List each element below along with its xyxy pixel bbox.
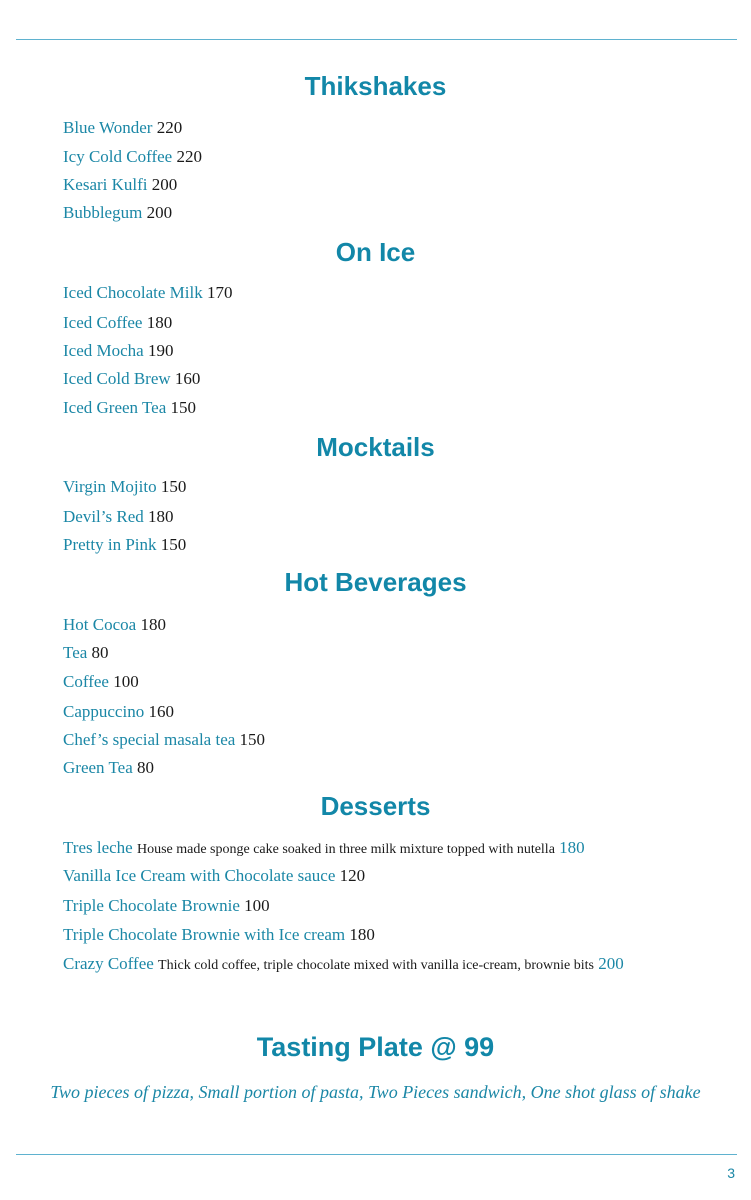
item-price: 150 — [170, 398, 197, 417]
item-name: Bubblegum — [63, 203, 143, 222]
item-price: 180 — [148, 507, 174, 526]
item-name: Blue Wonder — [63, 118, 153, 137]
item-name: Triple Chocolate Brownie — [63, 896, 240, 915]
item-name: Triple Chocolate Brownie with Ice cream — [63, 925, 346, 944]
item-name: Chef’s special masala tea — [63, 730, 236, 749]
item-name: Crazy Coffee — [63, 954, 154, 973]
item-name: Pretty in Pink — [63, 535, 157, 554]
menu-item — [63, 837, 585, 861]
menu-item — [63, 202, 172, 224]
section-title-thikshakes: Thikshakes — [304, 71, 447, 101]
tasting-plate-title: Tasting Plate @ 99 — [256, 1032, 495, 1062]
item-price: 170 — [207, 283, 233, 302]
item-name: Vanilla Ice Cream with Chocolate sauce — [63, 866, 336, 885]
item-name: Virgin Mojito — [63, 477, 157, 496]
item-price: 220 — [176, 147, 202, 166]
menu-item — [63, 174, 177, 196]
menu-item — [63, 282, 233, 304]
item-name: Tres leche — [63, 838, 133, 857]
menu-item — [63, 397, 196, 419]
menu-item — [63, 924, 375, 946]
item-description: House made sponge cake soaked in three milk mixture topped with nutella — [136, 842, 555, 857]
page-number: 3 — [727, 1165, 735, 1181]
section-title-on-ice: On Ice — [335, 237, 416, 267]
item-price: 120 — [339, 866, 366, 885]
item-price: 150 — [160, 535, 187, 554]
menu-item — [63, 729, 265, 751]
item-price: 180 — [559, 838, 585, 857]
item-price: 80 — [137, 758, 155, 777]
item-name: Icy Cold Coffee — [63, 147, 173, 166]
menu-item — [63, 534, 186, 556]
item-description: Thick cold coffee, triple chocolate mixed with vanilla ice-cream, brownie bits — [158, 958, 594, 973]
menu-item — [63, 953, 624, 977]
menu-item — [63, 340, 173, 362]
menu-item — [63, 614, 166, 636]
item-price: 80 — [91, 643, 109, 662]
menu-item — [63, 865, 365, 887]
item-price: 180 — [349, 925, 375, 944]
item-name: Tea — [63, 643, 88, 662]
section-title-mocktails: Mocktails — [316, 432, 435, 462]
item-price: 100 — [244, 896, 270, 915]
item-name: Iced Cold Brew — [63, 369, 171, 388]
item-price: 200 — [151, 175, 178, 194]
top-divider — [16, 39, 737, 40]
item-name: Kesari Kulfi — [63, 175, 148, 194]
section-title-hot-beverages: Hot Beverages — [284, 567, 467, 597]
menu-item — [63, 757, 154, 779]
item-price: 160 — [148, 702, 174, 721]
menu-item — [63, 895, 270, 917]
section-title-desserts: Desserts — [320, 791, 431, 821]
item-price: 180 — [140, 615, 166, 634]
item-name: Cappuccino — [63, 702, 145, 721]
item-name: Iced Green Tea — [63, 398, 167, 417]
item-price: 200 — [598, 954, 624, 973]
item-name: Green Tea — [63, 758, 133, 777]
menu-item — [63, 476, 186, 498]
menu-item — [63, 701, 174, 723]
item-price: 220 — [156, 118, 183, 137]
item-price: 180 — [146, 313, 173, 332]
menu-item — [63, 117, 182, 139]
item-price: 190 — [147, 341, 174, 360]
item-name: Hot Cocoa — [63, 615, 137, 634]
item-name: Iced Mocha — [63, 341, 144, 360]
item-price: 100 — [113, 672, 139, 691]
item-name: Coffee — [63, 672, 109, 691]
menu-item — [63, 506, 174, 528]
item-price: 150 — [239, 730, 266, 749]
bottom-divider — [16, 1154, 737, 1155]
item-price: 160 — [174, 369, 201, 388]
menu-item — [63, 146, 202, 168]
item-price: 200 — [146, 203, 173, 222]
item-name: Iced Chocolate Milk — [63, 283, 203, 302]
menu-item — [63, 368, 200, 390]
menu-item — [63, 642, 109, 664]
menu-item — [63, 312, 172, 334]
item-name: Iced Coffee — [63, 313, 143, 332]
item-price: 150 — [160, 477, 187, 496]
menu-item — [63, 671, 139, 693]
item-name: Devil’s Red — [63, 507, 144, 526]
tasting-plate-description: Two pieces of pizza, Small portion of pasta, Two Pieces sandwich, One shot glass of shake — [50, 1082, 701, 1102]
